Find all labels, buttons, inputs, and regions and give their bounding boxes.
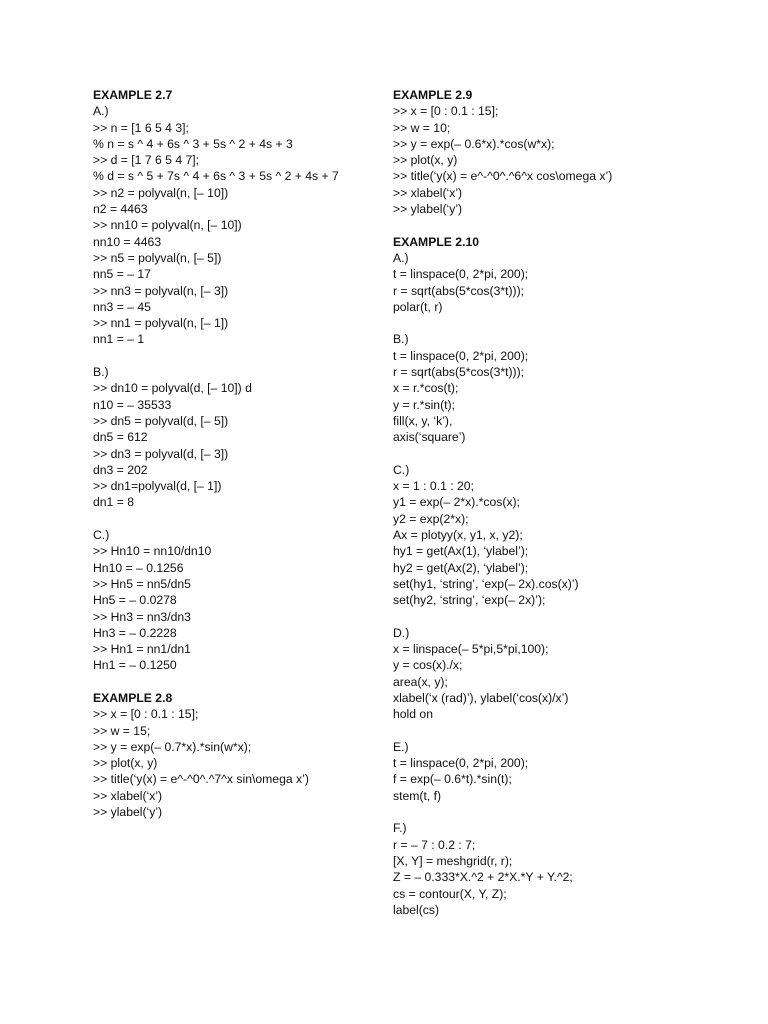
blank-line bbox=[393, 217, 733, 233]
code-line: hy1 = get(Ax(1), ‘ylabel’); bbox=[393, 544, 529, 559]
code-line: Hn1 = – 0.1250 bbox=[93, 658, 177, 673]
code-line: x = linspace(– 5*pi,5*pi,100); bbox=[393, 642, 549, 657]
code-line: label(cs) bbox=[393, 902, 440, 917]
blank-line bbox=[93, 674, 383, 690]
code-line: >> x = [0 : 0.1 : 15]; bbox=[393, 104, 499, 119]
code-line: f = exp(– 0.6*t).*sin(t); bbox=[393, 772, 512, 787]
code-line: >> Hn1 = nn1/dn1 bbox=[93, 642, 191, 657]
code-line: >> nn10 = polyval(n, [– 10]) bbox=[93, 218, 242, 233]
code-line: dn1 = 8 bbox=[93, 495, 135, 510]
code-line: >> dn5 = polyval(d, [– 5]) bbox=[93, 413, 229, 428]
code-line: >> title(‘y(x) = e^-^0^.^7^x sin\omega x’) bbox=[93, 772, 309, 787]
example-heading: EXAMPLE 2.8 bbox=[93, 690, 173, 705]
code-line: x = 1 : 0.1 : 20; bbox=[393, 479, 474, 494]
code-line: xlabel(‘x (rad)’), ylabel(‘cos(x)/x’) bbox=[393, 690, 569, 705]
code-line: nn10 = 4463 bbox=[93, 234, 162, 249]
blank-line bbox=[393, 609, 733, 625]
code-line: E.) bbox=[393, 739, 409, 754]
code-line: >> title(‘y(x) = e^-^0^.^6^x cos\omega x’) bbox=[393, 169, 613, 184]
code-line: >> Hn3 = nn3/dn3 bbox=[93, 609, 191, 624]
blank-line bbox=[393, 804, 733, 820]
code-line: r = sqrt(abs(5*cos(3*t))); bbox=[393, 283, 525, 298]
code-line: y1 = exp(– 2*x).*cos(x); bbox=[393, 495, 520, 510]
code-line: >> xlabel(‘x’) bbox=[93, 788, 163, 803]
code-line: >> n5 = polyval(n, [– 5]) bbox=[93, 250, 222, 265]
code-line: >> Hn5 = nn5/dn5 bbox=[93, 576, 191, 591]
code-line: nn3 = – 45 bbox=[93, 299, 151, 314]
code-line: C.) bbox=[93, 528, 110, 543]
code-line: % d = s ^ 5 + 7s ^ 4 + 6s ^ 3 + 5s ^ 2 + 4s + 7 bbox=[93, 169, 339, 184]
code-line: B.) bbox=[93, 365, 109, 380]
code-line: >> x = [0 : 0.1 : 15]; bbox=[93, 707, 199, 722]
code-line: Hn10 = – 0.1256 bbox=[93, 560, 184, 575]
code-line: >> d = [1 7 6 5 4 7]; bbox=[93, 153, 200, 168]
code-line: hy2 = get(Ax(2), ‘ylabel’); bbox=[393, 560, 529, 575]
code-line: C.) bbox=[393, 462, 410, 477]
code-line: t = linspace(0, 2*pi, 200); bbox=[393, 267, 529, 282]
code-line: >> dn3 = polyval(d, [– 3]) bbox=[93, 446, 229, 461]
code-line: y2 = exp(2*x); bbox=[393, 511, 469, 526]
code-line: >> Hn10 = nn10/dn10 bbox=[93, 544, 212, 559]
code-line: >> dn1=polyval(d, [– 1]) bbox=[93, 479, 222, 494]
blank-line bbox=[393, 446, 733, 462]
code-line: polar(t, r) bbox=[393, 299, 443, 314]
code-line: % n = s ^ 4 + 6s ^ 3 + 5s ^ 2 + 4s + 3 bbox=[93, 136, 293, 151]
code-line: >> nn3 = polyval(n, [– 3]) bbox=[93, 283, 229, 298]
code-line: hold on bbox=[393, 707, 433, 722]
blank-line bbox=[93, 511, 383, 527]
code-line: >> dn10 = polyval(d, [– 10]) d bbox=[93, 381, 252, 396]
blank-line bbox=[393, 315, 733, 331]
code-line: >> w = 15; bbox=[93, 723, 151, 738]
code-line: A.) bbox=[93, 104, 109, 119]
code-line: t = linspace(0, 2*pi, 200); bbox=[393, 756, 529, 771]
code-line: r = sqrt(abs(5*cos(3*t))); bbox=[393, 365, 525, 380]
code-line: n10 = – 35533 bbox=[93, 397, 172, 412]
example-heading: EXAMPLE 2.10 bbox=[393, 234, 480, 249]
code-line: y = r.*sin(t); bbox=[393, 397, 455, 412]
code-line: [X, Y] = meshgrid(r, r); bbox=[393, 853, 513, 868]
code-line: n2 = 4463 bbox=[93, 202, 148, 217]
code-line: >> y = exp(– 0.6*x).*cos(w*x); bbox=[393, 136, 555, 151]
code-line: cs = contour(X, Y, Z); bbox=[393, 886, 507, 901]
code-line: >> ylabel(‘y’) bbox=[93, 805, 163, 820]
code-line: Hn5 = – 0.0278 bbox=[93, 593, 177, 608]
code-line: B.) bbox=[393, 332, 409, 347]
code-line: >> y = exp(– 0.7*x).*sin(w*x); bbox=[93, 739, 252, 754]
left-column bbox=[93, 87, 383, 820]
right-column bbox=[393, 87, 733, 918]
example-heading: EXAMPLE 2.9 bbox=[393, 88, 473, 102]
code-line: Z = – 0.333*X.^2 + 2*X.*Y + Y.^2; bbox=[393, 870, 573, 885]
code-line: y = cos(x)./x; bbox=[393, 658, 463, 673]
code-line: set(hy1, ‘string’, ‘exp(– 2x).cos(x)’) bbox=[393, 576, 579, 591]
code-line: >> plot(x, y) bbox=[393, 153, 458, 168]
code-line: axis(‘square’) bbox=[393, 430, 466, 445]
code-line: r = – 7 : 0.2 : 7; bbox=[393, 837, 476, 852]
code-line: t = linspace(0, 2*pi, 200); bbox=[393, 348, 529, 363]
code-line: stem(t, f) bbox=[393, 788, 442, 803]
code-line: dn3 = 202 bbox=[93, 462, 148, 477]
code-line: >> xlabel(‘x’) bbox=[393, 185, 463, 200]
code-line: >> plot(x, y) bbox=[93, 756, 158, 771]
code-line: fill(x, y, ‘k’), bbox=[393, 413, 453, 428]
code-line: A.) bbox=[393, 250, 409, 265]
blank-line bbox=[93, 348, 383, 364]
code-line: >> n2 = polyval(n, [– 10]) bbox=[93, 185, 229, 200]
code-line: F.) bbox=[393, 821, 407, 836]
example-heading: EXAMPLE 2.7 bbox=[93, 88, 173, 102]
code-line: set(hy2, ‘string’, ‘exp(– 2x)’); bbox=[393, 593, 546, 608]
code-line: D.) bbox=[393, 625, 410, 640]
code-line: area(x, y); bbox=[393, 674, 448, 689]
code-line: dn5 = 612 bbox=[93, 430, 148, 445]
code-line: >> n = [1 6 5 4 3]; bbox=[93, 120, 189, 135]
code-line: x = r.*cos(t); bbox=[393, 381, 459, 396]
code-line: >> w = 10; bbox=[393, 120, 451, 135]
code-line: Ax = plotyy(x, y1, x, y2); bbox=[393, 528, 523, 543]
blank-line bbox=[393, 723, 733, 739]
code-line: nn5 = – 17 bbox=[93, 267, 151, 282]
code-line: Hn3 = – 0.2228 bbox=[93, 625, 177, 640]
code-line: >> ylabel(‘y’) bbox=[393, 202, 463, 217]
code-line: nn1 = – 1 bbox=[93, 332, 145, 347]
code-line: >> nn1 = polyval(n, [– 1]) bbox=[93, 316, 229, 331]
